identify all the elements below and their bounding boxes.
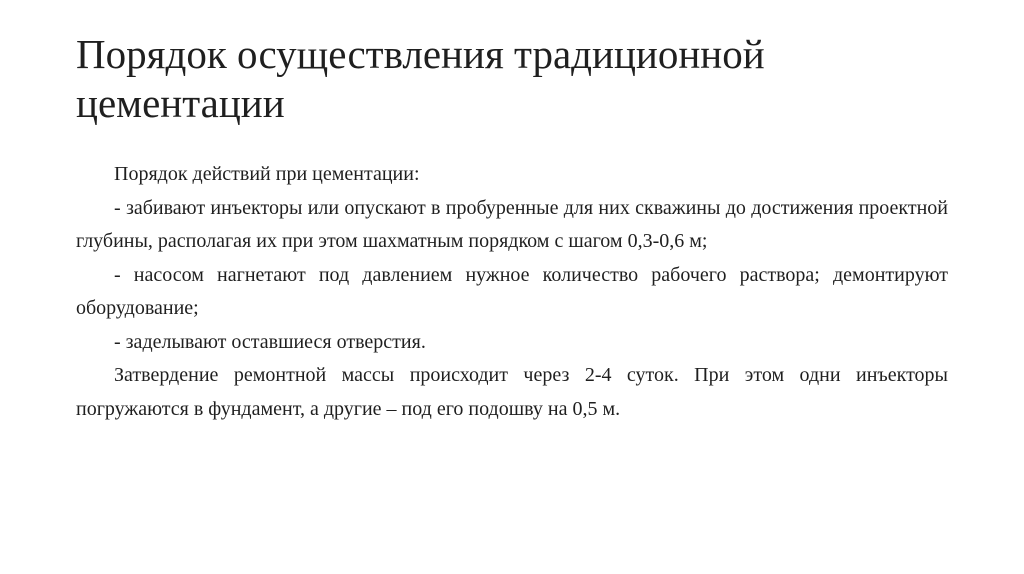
slide-title xyxy=(76,30,956,128)
intro-paragraph: Порядок действий при цементации: xyxy=(114,163,420,185)
step-seal-holes: - заделывают оставшиеся отверстия. xyxy=(114,330,426,353)
step-pump-solution: - насосом нагнетают под давлением нужное количество рабочего раствора; демонтируют оборудование; xyxy=(76,263,948,319)
slide-title-line-2: цементации xyxy=(76,80,285,126)
slide-body xyxy=(76,158,948,426)
curing-paragraph: Затвердение ремонтной массы происходит через 2-4 суток. При этом одни инъекторы погружаются в фундамент, а другие – под его подошву на 0,5 м. xyxy=(76,364,948,420)
slide-title-line-1: Порядок осуществления традиционной xyxy=(76,31,765,77)
step-drive-injectors: - забивают инъекторы или опускают в пробуренные для них скважины до достижения проектной глубины, располагая их при этом шахматным порядком с шагом 0,3-0,6 м; xyxy=(76,196,948,252)
